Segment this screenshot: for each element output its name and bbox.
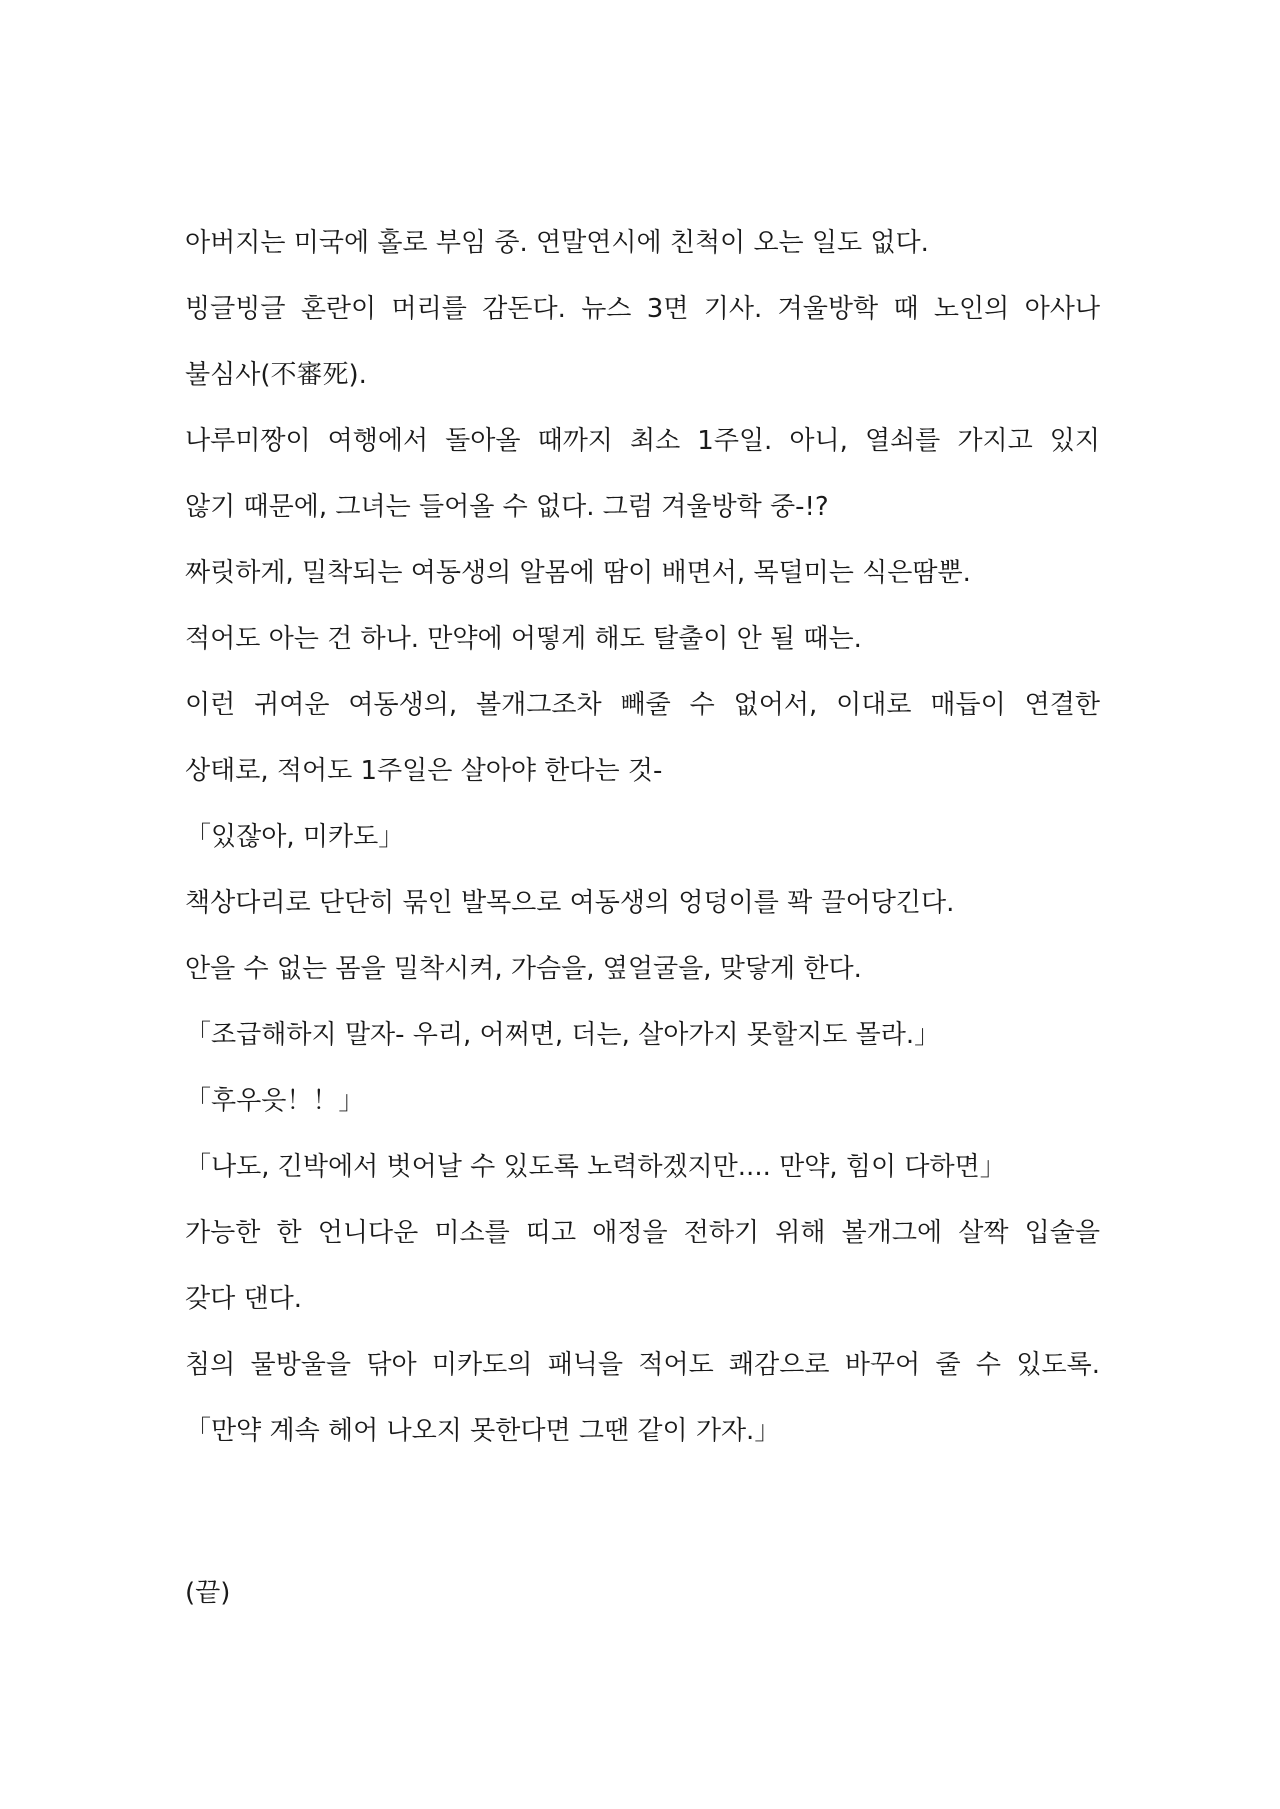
text-line: 책상다리로 단단히 묶인 발목으로 여동생의 엉덩이를 꽉 끌어당긴다. [185, 888, 955, 918]
dialogue-line: 「후우읏！！」 [185, 1086, 365, 1116]
text-line: 짜릿하게, 밀착되는 여동생의 알몸에 땀이 배면서, 목덜미는 식은땀뿐. [185, 558, 971, 588]
text-line: 불심사(不審死). [185, 360, 367, 390]
text-line: 아버지는 미국에 홀로 부임 중. 연말연시에 친척이 오는 일도 없다. [185, 228, 929, 258]
text-line: 가능한 한 언니다운 미소를 띠고 애정을 전하기 위해 볼개그에 살짝 입술을 [185, 1218, 1100, 1248]
text-line: 않기 때문에, 그녀는 들어올 수 없다. 그럼 겨울방학 중-!? [185, 492, 829, 522]
text-line: 갖다 댄다. [185, 1284, 302, 1314]
text-line: 빙글빙글 혼란이 머리를 감돈다. 뉴스 3면 기사. 겨울방학 때 노인의 아사나 [185, 294, 1100, 324]
text-line: 안을 수 없는 몸을 밀착시켜, 가슴을, 옆얼굴을, 맞닿게 한다. [185, 954, 862, 984]
text-line: 상태로, 적어도 1주일은 살아야 한다는 것- [185, 756, 663, 786]
dialogue-line: 「만약 계속 헤어 나오지 못한다면 그땐 같이 가자.」 [185, 1416, 781, 1446]
dialogue-line: 「나도, 긴박에서 벗어날 수 있도록 노력하겠지만.... 만약, 힘이 다하면」 [185, 1152, 1006, 1182]
text-line: 이런 귀여운 여동생의, 볼개그조차 빼줄 수 없어서, 이대로 매듭이 연결한 [185, 690, 1100, 720]
end-mark: (끝) [185, 1578, 231, 1608]
story-text [185, 210, 1100, 1464]
text-line: 적어도 아는 건 하나. 만약에 어떻게 해도 탈출이 안 될 때는. [185, 624, 862, 654]
text-line: 침의 물방울을 닦아 미카도의 패닉을 적어도 쾌감으로 바꾸어 줄 수 있도록. [185, 1350, 1100, 1380]
dialogue-line: 「조급해하지 말자- 우리, 어쩌면, 더는, 살아가지 못할지도 몰라.」 [185, 1020, 941, 1050]
dialogue-line: 「있잖아, 미카도」 [185, 822, 405, 852]
text-line: 나루미짱이 여행에서 돌아올 때까지 최소 1주일. 아니, 열쇠를 가지고 있지 [185, 426, 1100, 456]
